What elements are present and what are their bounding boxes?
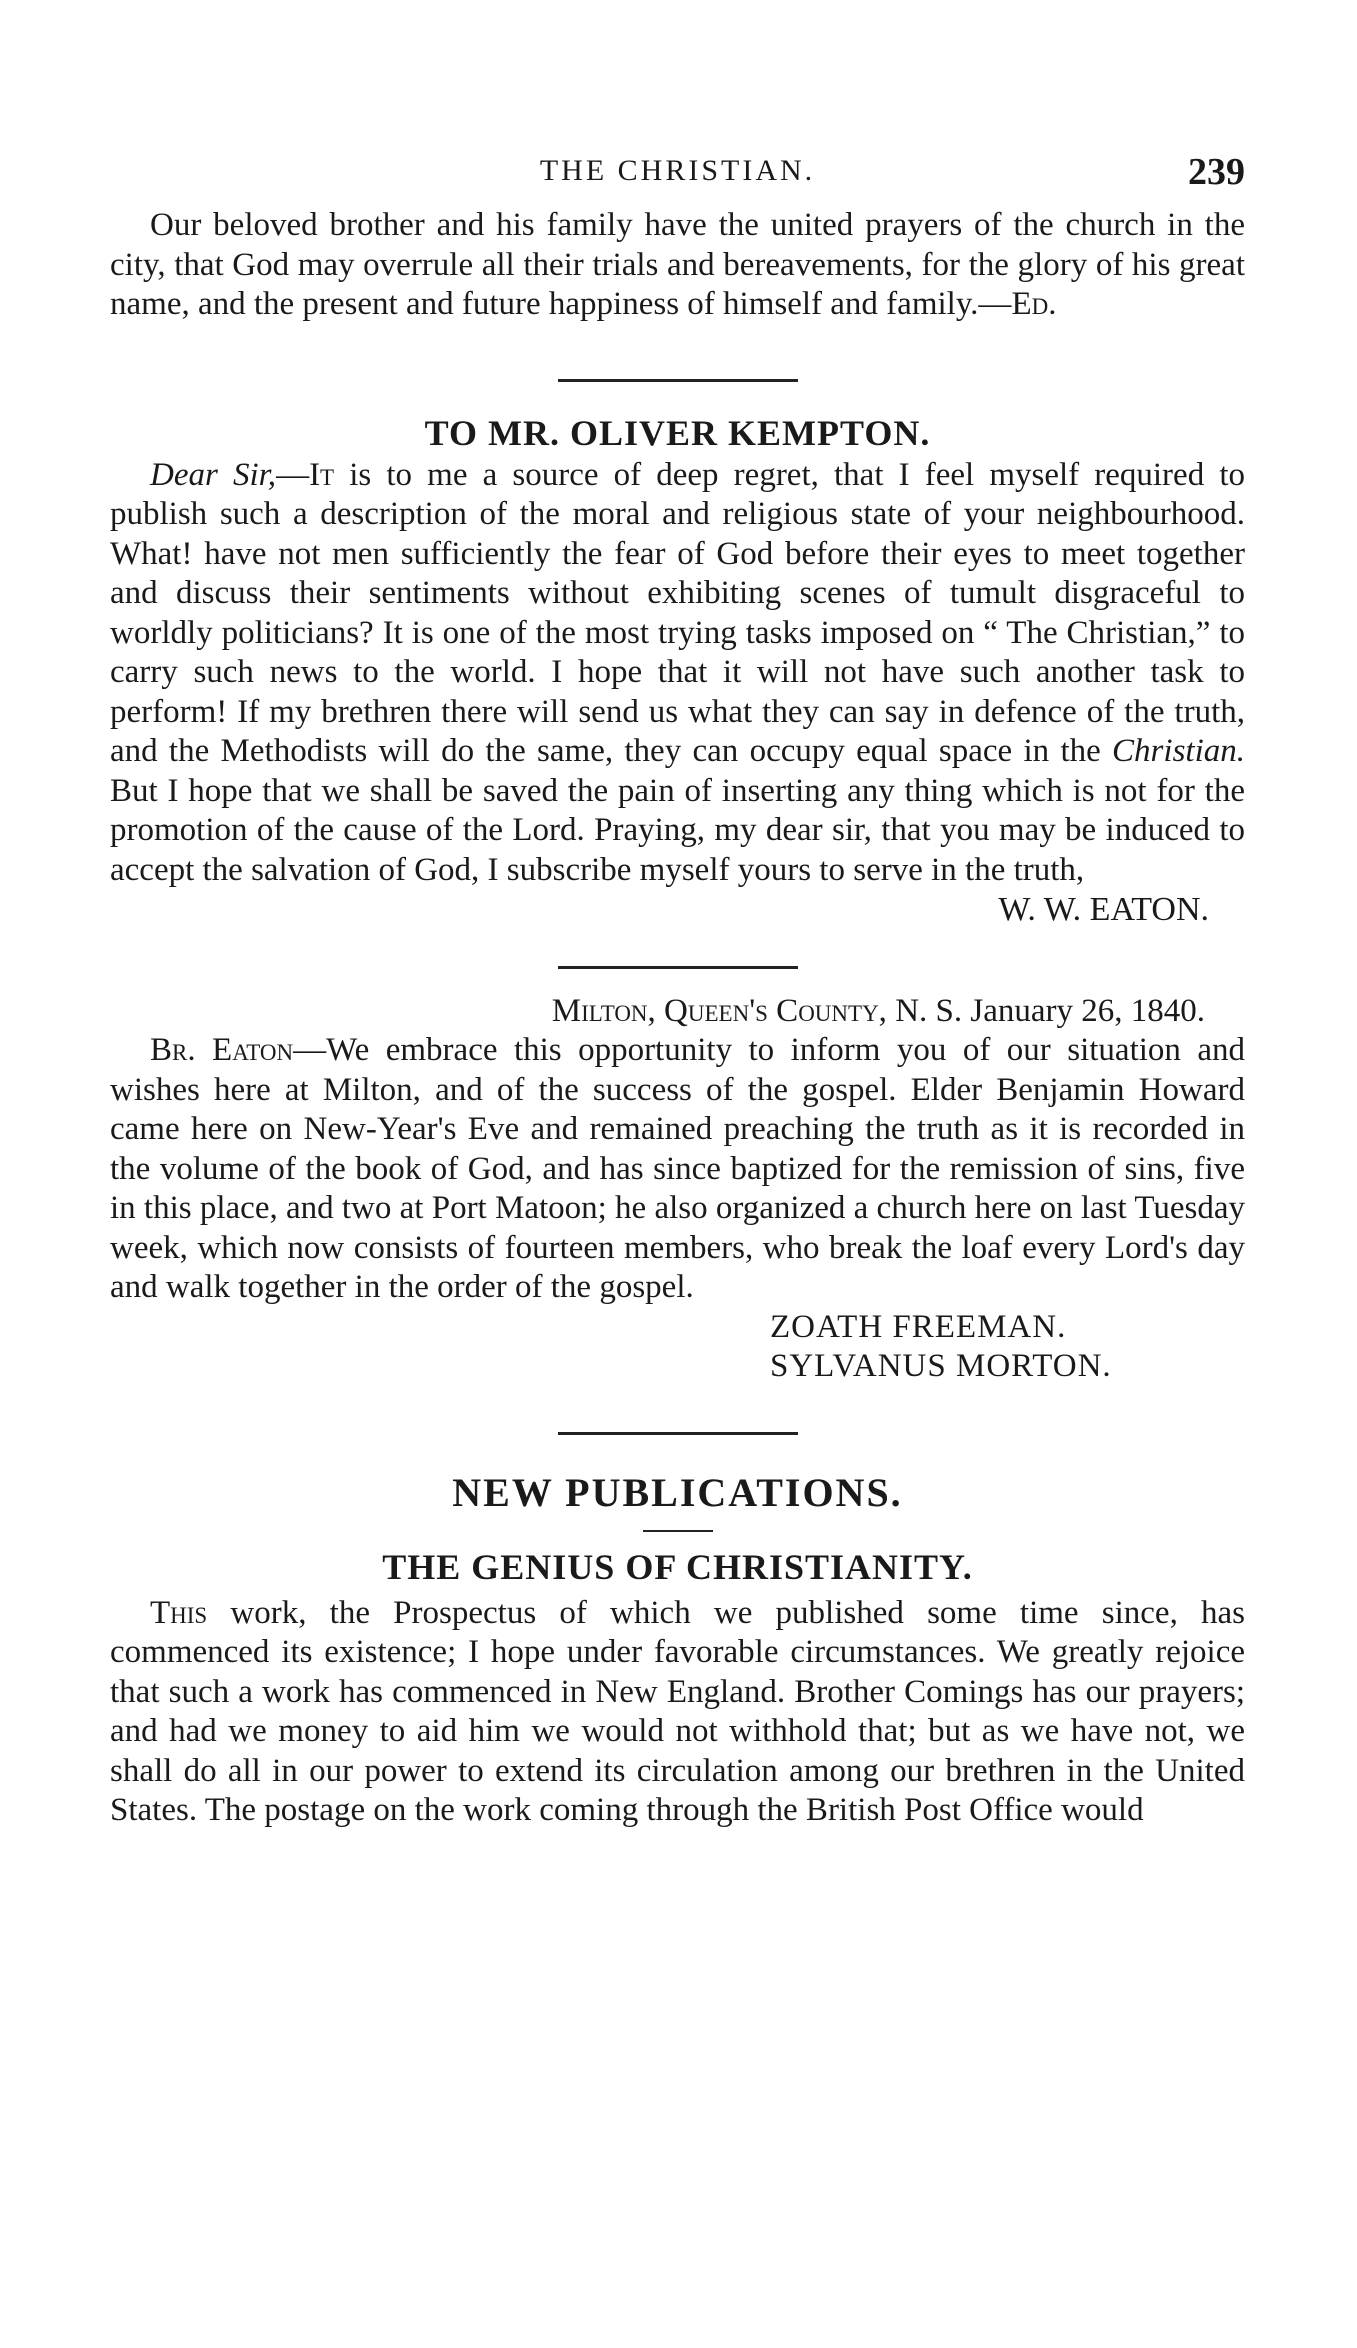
- dateline-place: Milton, Queen's County,: [551, 993, 887, 1029]
- letter1-paragraph: [110, 456, 1245, 891]
- publications-lead: This: [150, 1594, 208, 1631]
- section-divider: [558, 966, 798, 969]
- heading-divider: [643, 1530, 713, 1532]
- running-head: [110, 150, 1245, 200]
- publications-paragraph: [110, 1594, 1245, 1831]
- letter1-text: is to me a source of deep regret, that I feel myself required to publish such a description of the moral and religious state of your neighbourhood. What! have not men sufficiently the fear of God before their eyes to meet together and discuss their sentiments without exhibiting scenes of tumult disgraceful to worldly politicians? It is one of the most trying tasks imposed on “ The Christian,” to carry such news to the world. I hope that it will not have such another task to perform! If my brethren there will send us what they can say in defence of the truth, and the Methodists will do the same, they can occupy equal space in the: [110, 456, 1245, 769]
- publications-heading: NEW PUBLICATIONS.: [452, 1469, 903, 1515]
- letter2-paragraph: [110, 1031, 1245, 1308]
- letter2-signatures: [770, 1308, 1245, 1386]
- page-number: 239: [1188, 151, 1245, 193]
- editor-mark: Ed.: [1011, 286, 1057, 322]
- dateline-rest: N. S. January 26, 1840.: [886, 993, 1205, 1029]
- publications-subheading: THE GENIUS OF CHRISTIANITY.: [382, 1546, 973, 1587]
- letter1-salutation: Dear Sir,: [150, 456, 277, 493]
- publications-text: work, the Prospectus of which we published some time since, has commenced its existence; I hope under favorable circumstances. We greatly rejoice that such a work has commenced in New England. Brother Comings has our prayers; and had we money to aid him we would not withhold that; but as we have not, we shall do all in our power to extend its circulation among our brethren in the United States. The postage on the work coming through the British Post Office would: [110, 1594, 1245, 1828]
- letter1-text2: But I hope that we shall be saved the pain of inserting any thing which is not for the promotion of the cause of the Lord. Praying, my dear sir, that you may be induced to accept the salvation of God, I subscribe myself yours to serve in the truth,: [110, 772, 1245, 888]
- intro-paragraph: [110, 206, 1245, 325]
- letter1-signature: W. W. EATON.: [998, 891, 1209, 928]
- letter2-salutation: Br. Eaton: [150, 1032, 294, 1068]
- letter2-dateline: [110, 991, 1245, 1031]
- letter1-lead: —It: [276, 456, 335, 493]
- signature-1: ZOATH FREEMAN.: [770, 1308, 1067, 1345]
- letter1-title: TO MR. OLIVER KEMPTON.: [424, 412, 931, 453]
- letter2-text: —We embrace this opportunity to inform you of our situation and wishes here at Milton, and of the success of the gospel. Elder Benjamin Howard came here on New-Year's Eve and remained preaching the truth as it is recorded in the volume of the book of God, and has since baptized for the remission of sins, five in this place, and two at Port Matoon; he also organized a church here on last Tuesday week, which now consists of fourteen members, who break the loaf every Lord's day and walk together in the order of the gospel.: [110, 1032, 1246, 1305]
- intro-text: Our beloved brother and his family have the united prayers of the church in the city, that God may overrule all their trials and bereavements, for the glory of his great name, and the present and future happiness of himself and family.—: [110, 207, 1245, 322]
- signature-2: SYLVANUS MORTON.: [770, 1347, 1112, 1384]
- page: [110, 150, 1245, 1831]
- section-divider: [558, 1432, 798, 1435]
- letter1-italic-word: Christian.: [1112, 733, 1245, 769]
- section-divider: [558, 379, 798, 382]
- running-title: THE CHRISTIAN.: [539, 154, 816, 187]
